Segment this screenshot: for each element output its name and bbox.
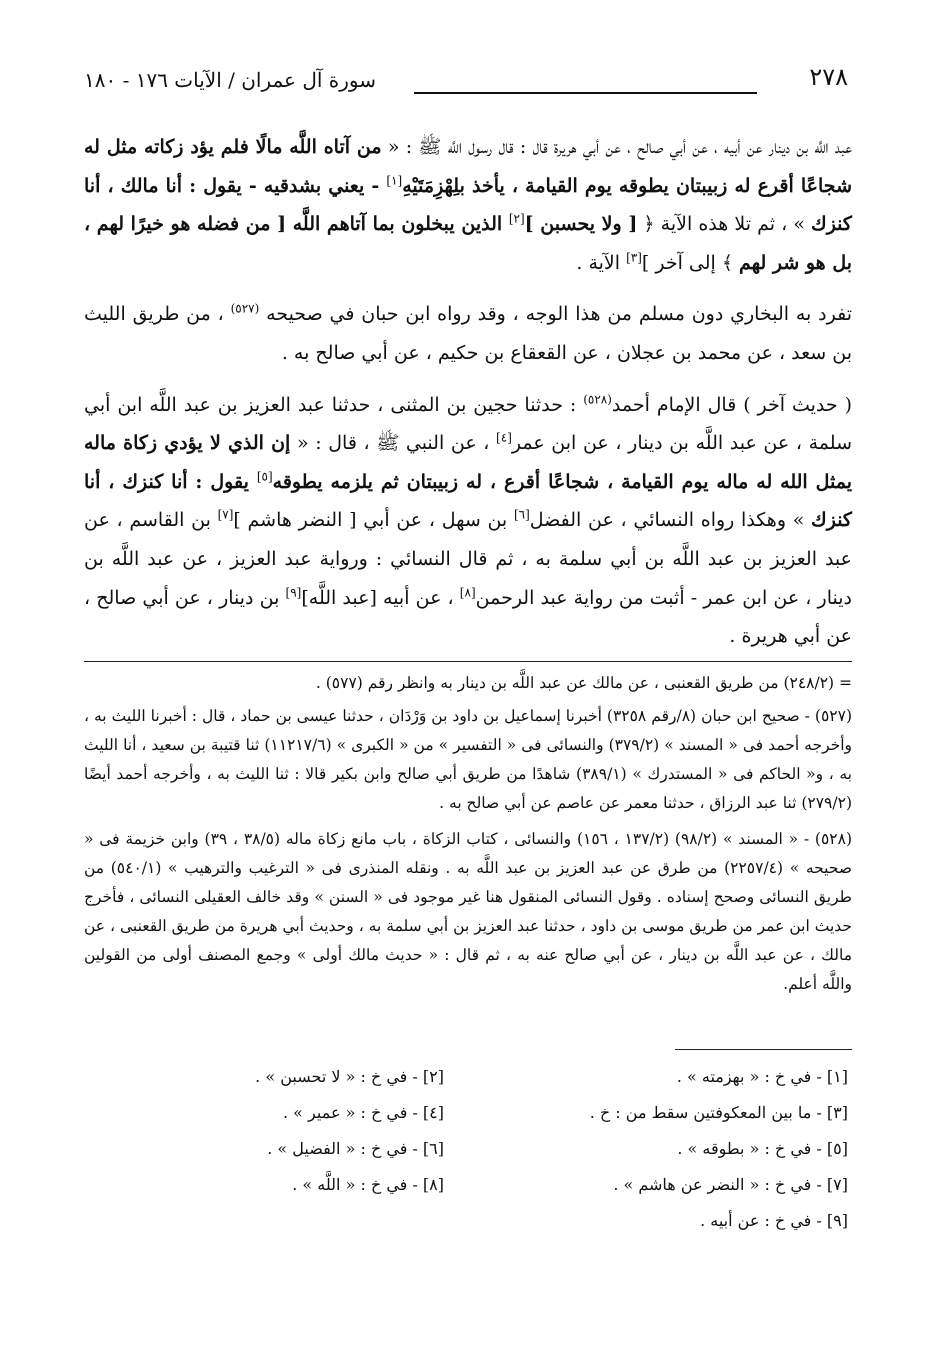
text-run: ﴾ إلى آخر ]: [641, 251, 740, 274]
variant-row: [84, 1170, 852, 1206]
variant-note-6: [٦] - في خ : « الفضيل » .: [267, 1139, 444, 1158]
variant-marker: [١]: [386, 173, 403, 188]
footnote-527: (٥٢٧) - صحيح ابن حبان (٨/رقم ٣٢٥٨) أخبرنا إسماعيل بن داود بن وَرْدَان ، حدثنا عيسى بن حماد ، قال : أخبرنا الليث به ، وأخرجه أحمد فى « المسند » (٣٧٩/٢) والنسائى فى « التفسير » من « الكبرى » (١١٢١٧/٦) ثنا قتيبة بن سعيد ، أنا الليث به ، و« الحاكم فى « المستدرك » (٣٨٩/١) شاهدًا من طريق أبي صالح وابن بكير قالا : ثنا الليث به ، وأخرجه أحمد أيضًا (٢٧٩/٢) ثنا عبد الرزاق ، حدثنا معمر عن عاصم عن أبي صالح به .: [84, 707, 853, 812]
variant-note-9: [٩] - في خ : عن أبيه .: [700, 1211, 848, 1230]
text-run: ، عن أبيه [عبد اللَّه]: [301, 586, 460, 609]
footnote-528: (٥٢٨) - « المسند » (٩٨/٢) (١٣٧/٢ ، ١٥٦) والنسائى ، كتاب الزكاة ، باب مانع زكاة ماله (٣٨/٥ ، ٣٩) وابن خزيمة فى « صحيحه » (٢٢٥٧/٤) من طرق عن عبد العزيز بن عبد اللَّه به . ونقله المنذرى فى « الترغيب والترهيب » (٥٤٠/١) من طريق النسائى وصحح إسناده . وقول النسائى المنقول هنا غير موجود فى « السنن » وقد خالف العقيلى النسائى ، فأخرج حديث ابن عمر من طريق موسى بن داود ، حدثنا عبد العزيز بن أبي سلمة به ، وحديث أبي هريرة من طريق القعنبى ، عن مالك ، عن عبد اللَّه بن دينار ، عن أبي صالح عنه به ، ثم قال : « حديث مالك أولى » وجمع المصنف أولى من القولين واللَّه أعلم.: [84, 830, 853, 993]
variant-note-8: [٨] - في خ : « اللَّه » .: [292, 1175, 444, 1194]
text-run: » ، ثم تلا هذه الآية ﴿: [637, 213, 812, 236]
variant-note-7: [٧] - في خ : « النضر عن هاشم » .: [613, 1175, 848, 1194]
hadith-text-bold: إن الذي لا يؤدي زكاة ماله يمثل الله له ماله يوم القيامة ، شجاعًا أقرع ، له زبيبتان ثم يلزمه يطوقه: [84, 432, 853, 493]
variant-note-5: [٥] - في خ : « بطوقه » .: [677, 1139, 848, 1158]
variant-row: [84, 1206, 852, 1242]
text-run: ، عن النبي ﷺ ، قال : «: [290, 432, 497, 455]
footnote-marker: (٥٢٨): [583, 392, 612, 407]
text-run: الآية .: [576, 251, 627, 274]
hadith-text-bold: يقول : أنا كنزك ، أنا كنزك: [84, 470, 852, 532]
variant-marker: [٢]: [508, 211, 525, 226]
manuscript-variants: [84, 1062, 852, 1242]
footnote-marker: (٥٢٧): [230, 302, 260, 317]
running-title: سورة آل عمران / الآيات ١٧٦ - ١٨٠: [84, 68, 377, 92]
text-run: عبد اللَّه بن دينار عن أبيه ، عن أبي صالح ، عن أبي هريرة قال : قال رسول اللَّه ﷺ : «: [381, 136, 853, 158]
paragraph-hadith-1: [84, 128, 852, 282]
variant-note-2: [٢] - في خ : « لا تحسبن » .: [255, 1067, 444, 1086]
text-run: بن دينار ، عن أبي صالح ، عن أبي هريرة .: [84, 586, 852, 648]
variant-note-3: [٣] - ما بين المعكوفتين سقط من : خ .: [589, 1103, 848, 1122]
variant-marker: [٨]: [459, 585, 476, 600]
header-rule: [414, 92, 757, 94]
hadith-text-bold: من آتاه اللَّه مالًا فلم يؤد زكاته مثل له شجاعًا أقرع له زبيبتان يطوقه يوم القيامة ، يأخذ بلِهْزِمَتَيْهِ: [84, 136, 852, 197]
quran-text-bold: [ ولا يحسبن ]: [524, 213, 638, 236]
page-number: ٢٧٨: [809, 63, 848, 91]
main-text: [84, 128, 852, 656]
variant-row: [84, 1098, 852, 1134]
text-run: ( حديث آخر ) قال الإمام أحمد: [611, 393, 852, 416]
quran-text-bold: الذين يبخلون بما آتاهم اللَّه [ من فضله هو خيرًا لهم ، بل هو شر لهم: [84, 213, 852, 274]
paragraph-takhrij: [84, 295, 852, 372]
variant-note-1: [١] - في خ : « بهزمته » .: [676, 1067, 848, 1086]
variant-row: [84, 1134, 852, 1170]
text-run: بن القاسم ، عن عبد العزيز بن عبد اللَّه بن أبي سلمة به ، ثم قال النسائي : ورواية عبد العزيز ، عن عبد اللَّه بن دينار ، عن ابن عمر - أثبت من رواية عبد الرحمن: [84, 509, 852, 609]
variants-divider: [675, 1049, 852, 1050]
text-run: : حدثنا حجين بن المثنى ، حدثنا عبد العزيز بن عبد اللَّه ابن أبي سلمة ، عن عبد اللَّه بن دينار ، عن ابن عمر: [84, 393, 852, 455]
variant-note-4: [٤] - في خ : « عمير » .: [283, 1103, 444, 1122]
variant-marker: [٥]: [256, 469, 273, 484]
variant-marker: [٧]: [217, 508, 234, 523]
text-run: ، من طريق الليث بن سعد ، عن محمد بن عجلان ، عن القعقاع بن حكيم ، عن أبي صالح به .: [84, 303, 852, 364]
text-run: تفرد به البخاري دون مسلم من هذا الوجه ، وقد رواه ابن حبان في صحيحه: [259, 303, 852, 326]
footnote-continuation: = (٢٤٨/٢) من طريق القعنبى ، عن مالك عن عبد اللَّه بن دينار به وانظر رقم (٥٧٧) .: [315, 674, 852, 692]
variant-marker: [٩]: [285, 585, 302, 600]
text-run: » وهكذا رواه النسائي ، عن الفضل: [529, 509, 812, 532]
variant-marker: [٦]: [513, 508, 530, 523]
hadith-text-bold: - يعني بشدقيه - يقول : أنا مالك ، أنا كنزك: [84, 174, 852, 236]
variant-marker: [٣]: [626, 250, 642, 265]
variant-row: [84, 1062, 852, 1098]
paragraph-hadith-2: [84, 386, 852, 656]
page-header: [84, 58, 852, 98]
variant-marker: [٤]: [496, 430, 512, 445]
footnotes: [84, 669, 852, 1006]
text-run: بن سهل ، عن أبي [ النضر هاشم ]: [233, 509, 514, 532]
footnotes-divider: [84, 661, 852, 662]
